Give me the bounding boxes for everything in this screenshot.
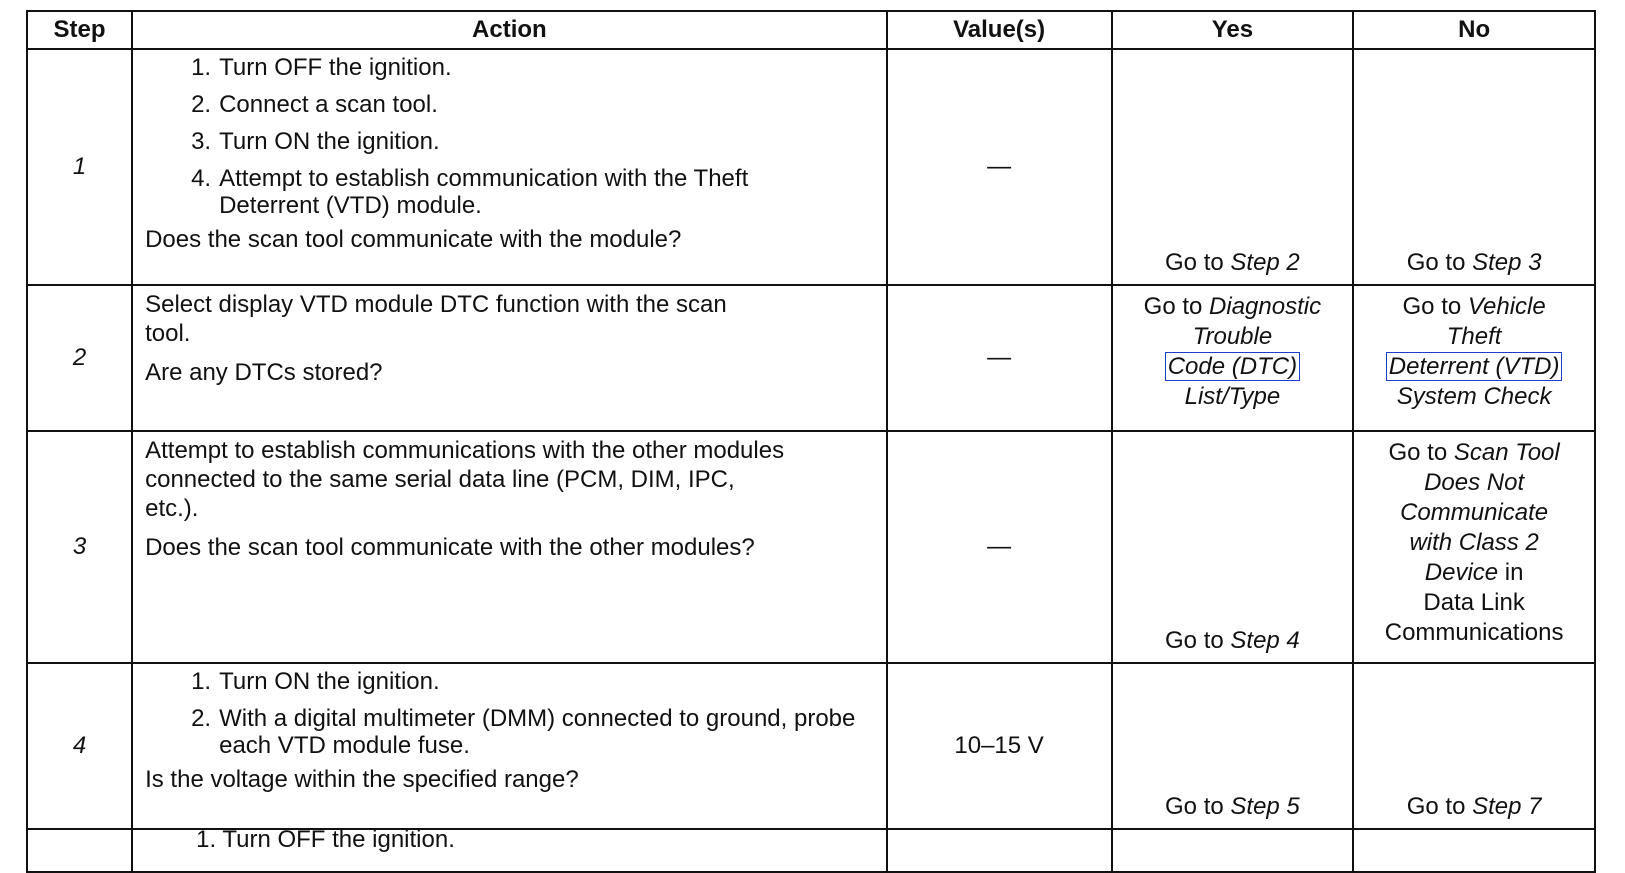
step-link[interactable]: Step 3 (1472, 249, 1542, 276)
action-step: 3. Turn ON the ignition. (191, 128, 440, 155)
header-row (27, 11, 1595, 49)
action-step: 4. Attempt to establish communication with the Theft Deterrent (VTD) module. (191, 165, 749, 219)
no-cell: Go to Step 7 (1353, 663, 1595, 829)
no-cell (1353, 829, 1595, 872)
yes-cell: Go to Step 5 (1112, 663, 1354, 829)
step-number: 3 (27, 431, 132, 663)
header-step: Step (27, 11, 132, 49)
action-step: 1. Turn ON the ignition. (191, 668, 440, 695)
action-cell (132, 826, 887, 872)
step-number: 2 (27, 285, 132, 431)
yes-cell: Go to Step 4 (1112, 431, 1354, 663)
header-values: Value(s) (887, 11, 1112, 49)
action-cell (132, 285, 887, 431)
step-number: 4 (27, 663, 132, 829)
vtd-system-check-link[interactable]: Deterrent (VTD) (1386, 352, 1563, 381)
action-text: Select display VTD module DTC function with the scan tool. (145, 291, 727, 347)
table-row (27, 663, 1595, 829)
step-number (27, 829, 132, 872)
question-text: Are any DTCs stored? (145, 359, 383, 386)
value-cell: — (887, 431, 1112, 663)
no-cell: Go to Scan Tool Does Not Communicate with Class 2 Device in Data Link Communications (1353, 431, 1595, 663)
header-no: No (1353, 11, 1595, 49)
dtc-list-link[interactable]: Code (DTC) (1165, 352, 1300, 381)
value-cell: — (887, 285, 1112, 431)
diagnostic-table (26, 10, 1596, 873)
action-steps (145, 54, 876, 219)
action-cell (132, 49, 887, 285)
action-steps (145, 668, 876, 759)
step-link[interactable]: Step 4 (1230, 627, 1300, 654)
value-cell: — (887, 49, 1112, 285)
question-text: Does the scan tool communicate with the module? (145, 226, 682, 253)
yes-cell (1112, 829, 1354, 872)
value-cell (887, 829, 1112, 872)
step-link[interactable]: Step 2 (1230, 249, 1300, 276)
question-text: Does the scan tool communicate with the other modules? (145, 534, 755, 561)
header-action: Action (132, 11, 887, 49)
action-text: Attempt to establish communications with the other modules connected to the same serial data line (PCM, DIM, IPC, etc.). (145, 437, 785, 522)
action-step: 2. With a digital multimeter (DMM) connected to ground, probe each VTD module fuse. (191, 705, 856, 759)
value-cell: 10–15 V (887, 663, 1112, 829)
yes-cell: Go to Step 2 (1112, 49, 1354, 285)
action-step: 2. Connect a scan tool. (191, 91, 438, 118)
step-number: 1 (27, 49, 132, 285)
table-row (27, 49, 1595, 285)
step-link[interactable]: Step 5 (1230, 793, 1300, 820)
table-row (27, 829, 1595, 872)
header-yes: Yes (1112, 11, 1354, 49)
action-cell (132, 431, 887, 663)
no-cell: Go to Step 3 (1353, 49, 1595, 285)
question-text: Is the voltage within the specified range? (145, 766, 579, 793)
partial-action-text: 1. Turn OFF the ignition. (196, 826, 455, 853)
step-link[interactable]: Step 7 (1472, 793, 1542, 820)
table-row (27, 431, 1595, 663)
table-row (27, 285, 1595, 431)
yes-cell: Go to Diagnostic Trouble Code (DTC) List/Type (1112, 285, 1354, 431)
no-cell: Go to Vehicle Theft Deterrent (VTD) System Check (1353, 285, 1595, 431)
action-cell (132, 663, 887, 829)
action-step: 1. Turn OFF the ignition. (191, 54, 452, 81)
